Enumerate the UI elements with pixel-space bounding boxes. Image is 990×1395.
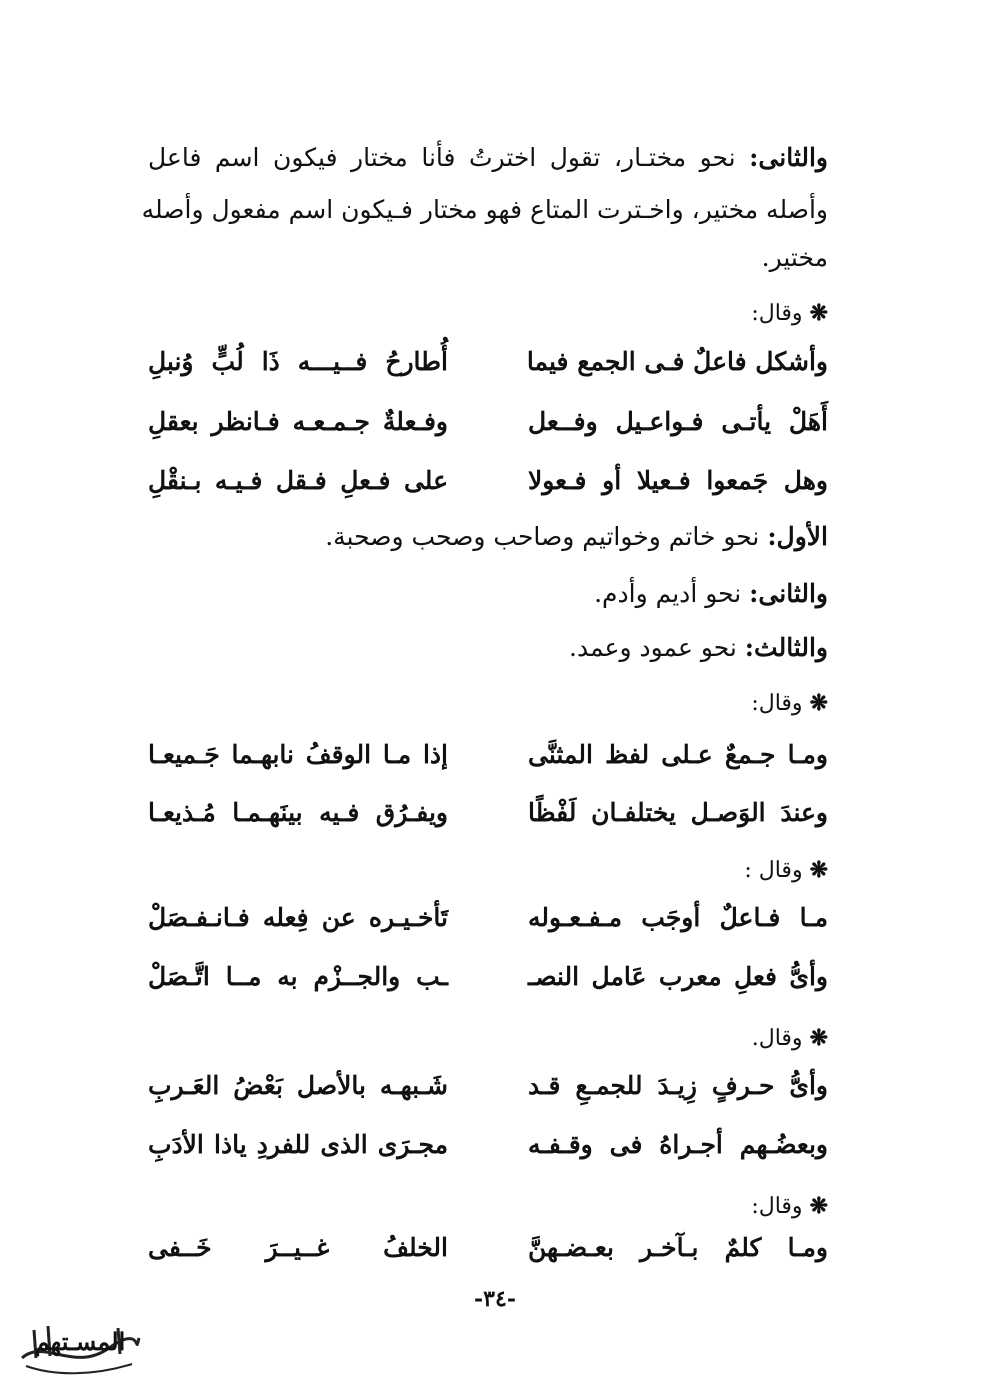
paragraph-line-2: وأصله مختير، واخـترت المتاع فهو مختار فـيكون اسم مفعول وأصله (141, 195, 828, 224)
answer-line (148, 517, 828, 557)
verse-intro-label: وقال : (744, 858, 803, 883)
verse-intro (148, 1186, 828, 1227)
verse-intro (148, 1018, 828, 1059)
verse-second-hemistich: ويفـرُق فـيه بينَهـمـا مُـذيعـا (148, 798, 448, 827)
answer-text: نحو خاتم وخواتيم وصاحب وصحب وصحبة. (325, 522, 760, 551)
answer-line (148, 628, 828, 668)
verse-second-hemistich: على فـعلِ فـقل فـيـه بـنقْلِ (148, 466, 448, 495)
verse-line (148, 733, 828, 777)
verse-second-hemistich: أُطارحُ فــيـــه ذَا لُبٍّ وُنبلِ (148, 347, 448, 376)
verse-first-hemistich: وعندَ الوَصـل يختلفـان لَفْظًا (528, 798, 828, 827)
verse-line (148, 1064, 828, 1108)
star-ornament-icon: ❋ (809, 690, 828, 716)
logo-text: المسـتهم (34, 1327, 126, 1356)
verse-line (148, 459, 828, 503)
verse-second-hemistich: تَأخـيـره عن فِعله فـانـفـصَلْ (148, 903, 448, 932)
verse-second-hemistich: مجـرَى الذى للفردِ ياذا الأدَبِ (148, 1130, 448, 1159)
verse-second-hemistich: شَـبهـه بالأصل بَعْضُ العَـربِ (148, 1071, 448, 1100)
verse-intro-label: وقال. (751, 1026, 803, 1051)
verse-line (148, 1123, 828, 1167)
verse-intro-label: وقال: (751, 691, 803, 716)
verse-second-hemistich: وفـعلةٌ جـمـعـه فـانظر بعقلِ (148, 407, 448, 436)
verse-second-hemistich: ـب والجــزْم به مــا اتَّـصَلْ (148, 962, 448, 991)
verse-first-hemistich: وبعضُـهم أجـراهُ فى وقـفـه (528, 1130, 828, 1159)
paragraph-line-3: مختير. (761, 243, 828, 272)
verse-line (148, 340, 828, 384)
verse-line (148, 1226, 828, 1270)
answer-line (148, 574, 828, 614)
answer-text: نحو أديم وأدم. (594, 579, 742, 608)
answer-label: والثالث: (744, 633, 828, 662)
verse-first-hemistich: وأشكل فاعلٌ فـى الجمع فيما (526, 347, 828, 376)
verse-line (148, 955, 828, 999)
answer-text: نحو عمود وعمد. (569, 633, 737, 662)
star-ornament-icon: ❋ (809, 857, 828, 883)
star-ornament-icon: ❋ (809, 300, 828, 326)
verse-first-hemistich: ومـا جـمعٌ عـلى لفظ المثنَّى (528, 740, 828, 769)
paragraph-line-1 (148, 138, 828, 178)
star-ornament-icon: ❋ (809, 1193, 828, 1219)
paragraph-label: والثانى: (749, 143, 828, 172)
verse-first-hemistich: أَهَلْ يأتـى فـواعـيل وفــعل (528, 407, 828, 436)
page-number: -٣٤- (474, 1286, 516, 1312)
verse-intro (148, 293, 828, 334)
answer-label: والثانى: (749, 579, 828, 608)
verse-first-hemistich: مـا فـاعلٌ أوجَب مـفـعـوله (528, 903, 828, 932)
answer-label: الأول: (767, 522, 828, 551)
verse-line (148, 896, 828, 940)
verse-second-hemistich: إذا مـا الوقفُ نابهـما جَـميعـا (148, 740, 448, 769)
verse-line (148, 791, 828, 835)
verse-intro (148, 850, 828, 891)
verse-first-hemistich: ومـا كلمٌ بـآخـر بعـضـهنَّ (528, 1233, 828, 1262)
star-ornament-icon: ❋ (809, 1025, 828, 1051)
verse-line (148, 400, 828, 444)
verse-second-hemistich: الخلفُ غــيــرَ خَــفى (148, 1233, 448, 1262)
verse-first-hemistich: وأىُّ فعلِ معرب عَامل النصـ (528, 962, 828, 991)
verse-first-hemistich: وأىُّ حـرفٍ زِيـدَ للجمـعِ قـد (528, 1071, 828, 1100)
verse-intro-label: وقال: (751, 1194, 803, 1219)
verse-intro-label: وقال: (751, 301, 803, 326)
verse-intro (148, 683, 828, 724)
paragraph-text: نحو مختـار، تقول اخترتُ فأنا مختار فيكون اسم فاعل (148, 143, 736, 172)
watermark-logo (14, 1318, 144, 1382)
verse-first-hemistich: وهل جَمعوا فـعيلا أو فـعولا (528, 466, 828, 495)
